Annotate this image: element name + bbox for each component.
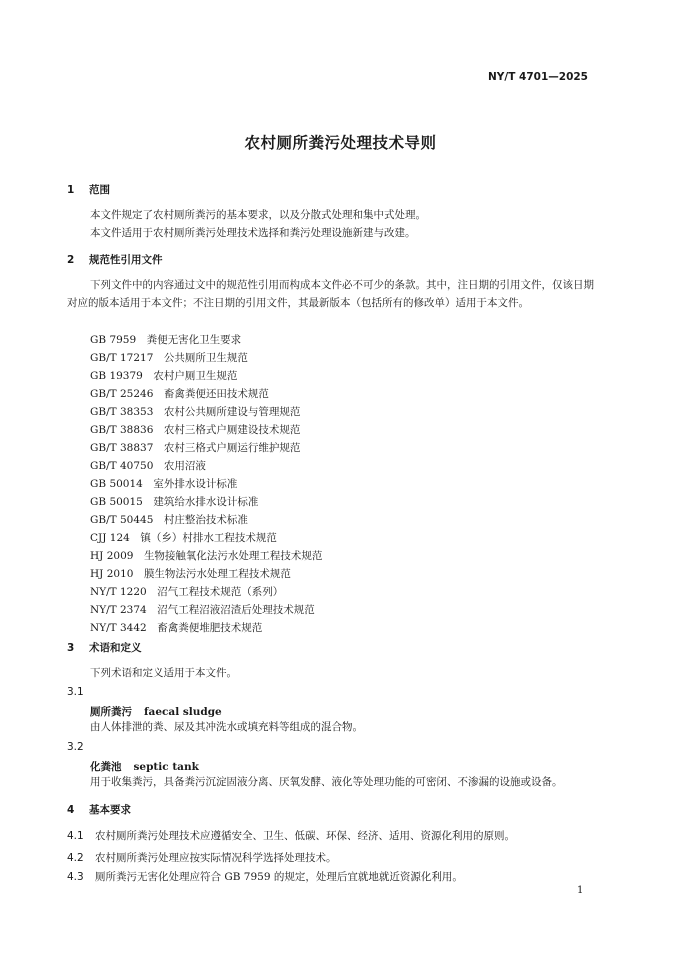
reference-name: 农村三格式户厕建设技术规范 <box>163 424 301 436</box>
reference-item <box>90 386 269 401</box>
reference-item <box>90 584 283 599</box>
section-title: 术语和定义 <box>89 642 142 654</box>
reference-code: GB/T 38837 <box>90 442 154 454</box>
clause-number: 4.1 <box>67 830 84 842</box>
reference-item <box>90 602 315 617</box>
reference-code: GB/T 17217 <box>90 352 154 364</box>
section-1-heading <box>67 182 110 197</box>
reference-item <box>90 458 206 473</box>
reference-name: 沼气工程沼液沼渣后处理技术规范 <box>157 604 315 616</box>
reference-item <box>90 620 262 635</box>
section-title: 规范性引用文件 <box>89 254 163 266</box>
clause-number: 4.3 <box>67 871 84 883</box>
reference-code: GB/T 25246 <box>90 388 154 400</box>
reference-name: 农村公共厕所建设与管理规范 <box>163 406 301 418</box>
reference-name: 粪便无害化卫生要求 <box>146 334 242 346</box>
reference-item <box>90 422 300 437</box>
section-3-heading <box>67 640 142 655</box>
paragraph: 下列术语和定义适用于本文件。 <box>90 667 237 679</box>
reference-name: 农村三格式户厕运行维护规范 <box>163 442 301 454</box>
term-definition: 由人体排泄的粪、尿及其冲洗水或填充料等组成的混合物。 <box>90 721 363 733</box>
term-zh: 化粪池 <box>90 761 122 773</box>
paragraph: 下列文件中的内容通过文中的规范性引用而构成本文件必不可少的条款。其中，注日期的引用文件，仅该日期对应的版本适用于本文件；不注日期的引用文件，其最新版本（包括所有的修改单）适用于本文件。 <box>67 279 594 309</box>
document-title: 农村厕所粪污处理技术导则 <box>244 134 437 152</box>
clause <box>67 828 515 843</box>
reference-name: 建筑给水排水设计标准 <box>153 496 259 508</box>
reference-item <box>90 548 322 563</box>
reference-item <box>90 350 248 365</box>
reference-name: 沼气工程技术规范（系列） <box>157 586 284 598</box>
reference-name: 室外排水设计标准 <box>153 478 238 490</box>
reference-item <box>90 530 277 545</box>
reference-item <box>90 476 237 491</box>
clause <box>67 850 337 865</box>
reference-code: NY/T 2374 <box>90 604 147 616</box>
section-number: 4 <box>67 804 75 816</box>
paragraph: 本文件规定了农村厕所粪污的基本要求，以及分散式处理和集中式处理。 <box>90 209 426 221</box>
reference-name: 镇（乡）村排水工程技术规范 <box>140 532 277 544</box>
clause-text: 农村厕所粪污处理技术应遵循安全、卫生、低碳、环保、经济、适用、资源化利用的原则。 <box>95 830 515 842</box>
reference-code: GB 50014 <box>90 478 143 490</box>
reference-name: 生物接触氧化法污水处理工程技术规范 <box>143 550 323 562</box>
reference-code: GB 50015 <box>90 496 143 508</box>
clause-number: 4.2 <box>67 852 84 864</box>
reference-code: GB/T 38353 <box>90 406 154 418</box>
reference-name: 畜禽粪便还田技术规范 <box>163 388 269 400</box>
reference-name: 公共厕所卫生规范 <box>163 352 248 364</box>
reference-code: GB 19379 <box>90 370 143 382</box>
reference-code: NY/T 1220 <box>90 586 147 598</box>
term-number: 3.1 <box>67 686 84 698</box>
section-number: 2 <box>67 254 75 266</box>
reference-item <box>90 404 300 419</box>
reference-name: 农村户厕卫生规范 <box>153 370 238 382</box>
reference-item <box>90 440 300 455</box>
reference-item <box>90 332 241 347</box>
reference-item <box>90 368 237 383</box>
reference-name: 畜禽粪便堆肥技术规范 <box>157 622 263 634</box>
term-heading <box>90 704 222 719</box>
reference-code: GB 7959 <box>90 334 137 346</box>
reference-code: GB/T 38836 <box>90 424 154 436</box>
section-title: 基本要求 <box>89 804 131 816</box>
reference-name: 膜生物法污水处理工程技术规范 <box>143 568 291 580</box>
section-number: 1 <box>67 184 75 196</box>
section-title: 范围 <box>89 184 110 196</box>
term-heading <box>90 759 199 774</box>
section-2-heading <box>67 252 163 267</box>
reference-code: HJ 2010 <box>90 568 134 580</box>
clause-text: 农村厕所粪污处理应按实际情况科学选择处理技术。 <box>95 852 337 864</box>
clause <box>67 869 463 884</box>
reference-item <box>90 566 291 581</box>
reference-code: GB/T 40750 <box>90 460 154 472</box>
term-definition: 用于收集粪污，具备粪污沉淀固液分离、厌氧发酵、液化等处理功能的可密闭、不渗漏的设施或设备。 <box>90 776 563 788</box>
term-en: septic tank <box>133 761 199 773</box>
reference-name: 农用沼液 <box>163 460 206 472</box>
reference-code: HJ 2009 <box>90 550 134 562</box>
paragraph: 本文件适用于农村厕所粪污处理技术选择和粪污处理设施新建与改建。 <box>90 227 416 239</box>
section-4-heading <box>67 802 131 817</box>
reference-code: NY/T 3442 <box>90 622 147 634</box>
reference-name: 村庄整治技术标准 <box>163 514 248 526</box>
document-id-header: NY/T 4701—2025 <box>488 71 588 83</box>
clause-text: 厕所粪污无害化处理应符合 GB 7959 的规定，处理后宜就地就近资源化利用。 <box>95 871 463 883</box>
section-number: 3 <box>67 642 75 654</box>
term-number: 3.2 <box>67 741 84 753</box>
page-number: 1 <box>577 885 584 896</box>
term-en: faecal sludge <box>144 706 222 718</box>
term-zh: 厕所粪污 <box>90 706 132 718</box>
reference-code: GB/T 50445 <box>90 514 154 526</box>
reference-item <box>90 512 248 527</box>
reference-code: CJJ 124 <box>90 532 130 544</box>
reference-item <box>90 494 258 509</box>
